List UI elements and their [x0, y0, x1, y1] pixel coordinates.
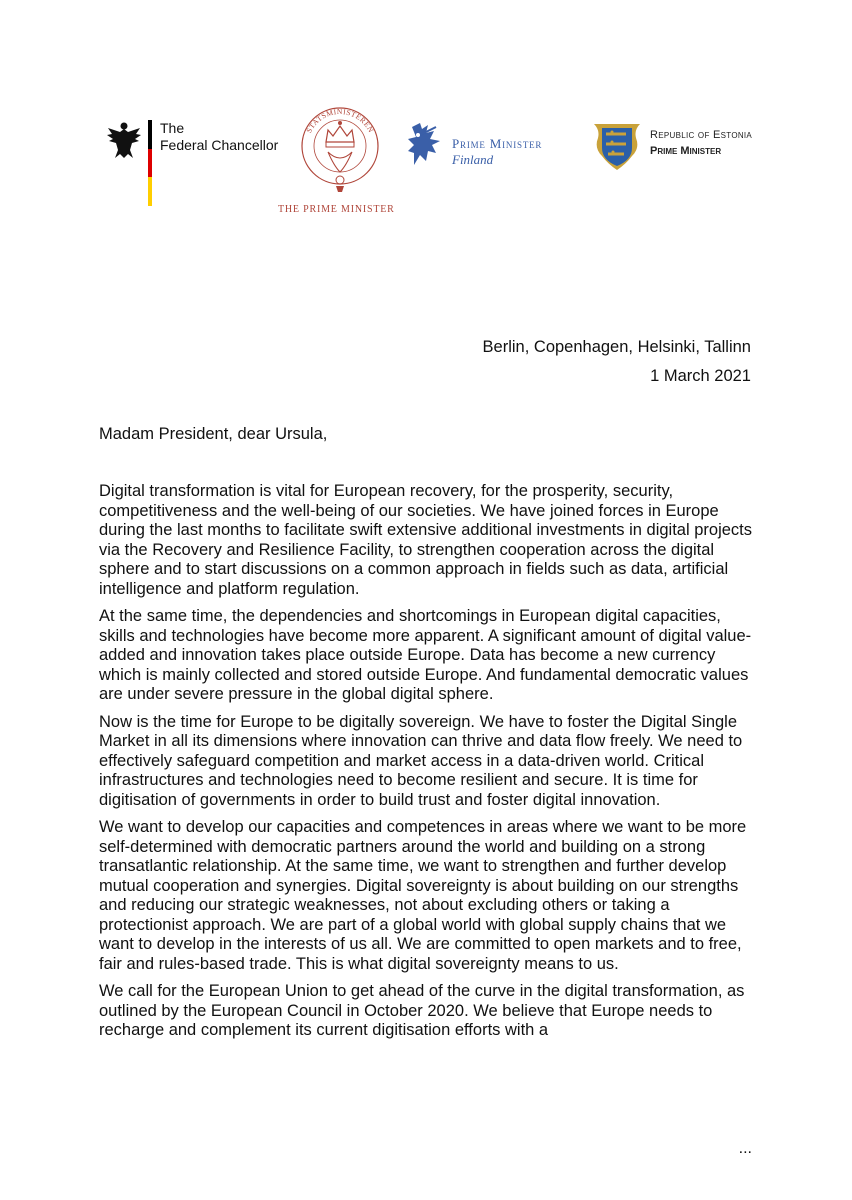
- german-logo-line1: The: [160, 120, 185, 136]
- letter-date: 1 March 2021: [650, 367, 751, 385]
- paragraph: We want to develop our capacities and competences in areas where we want to be more self-determined with democratic partners around the world and building on a strong transatlantic relationship. At the same time, we want to strengthen and further develop mutual cooperation and synergies. Digital sovereignty is about building on our strengths and reducing our strategic weaknesses, not about excluding others or taking a protectionist approach. We are part of a global world with global supply chains that we want to develop in the interests of us all. We are committed to open markets and to free, fair and rules-based trade. This is what digital sovereignty means to us.: [99, 818, 747, 973]
- paragraph: Now is the time for Europe to be digitally sovereign. We have to foster the Digital Single Market in all its dimensions where innovation can thrive and data flow freely. We need to effectively safeguard competition and market access in a data-driven world. Critical infrastructures and technologies need to become resilient and secure. It is time for digitisation of governments in order to build trust and foster digital innovation.: [99, 712, 743, 809]
- letter-salutation: Madam President, dear Ursula,: [99, 425, 328, 443]
- german-logo-line2: Federal Chancellor: [160, 137, 279, 153]
- svg-text:STATSMINISTEREN: [304, 107, 375, 134]
- german-flag-bar: [148, 120, 152, 206]
- paragraph: Digital transformation is vital for European recovery, for the prosperity, security, competitiveness and the well-being of our societies. We have joined forces in Europe during the last months to facilitate swift extensive additional investments in digital projects via the Recovery and Resilience Facility, to strengthen cooperation across the digital sphere and to start discussions on a common approach in fields such as data, artificial intelligence and platform regulation.: [99, 482, 752, 598]
- page-continuation-mark: ...: [738, 1140, 752, 1157]
- german-eagle-icon: [106, 120, 142, 160]
- estonian-coat-of-arms-icon: [592, 120, 642, 172]
- danish-pm-caption: THE PRIME MINISTER: [278, 204, 395, 215]
- letter-place: Berlin, Copenhagen, Helsinki, Tallinn: [482, 338, 751, 356]
- paragraph: At the same time, the dependencies and shortcomings in European digital capacities, skills and technologies have become more apparent. A significant amount of digital value-added and innovation takes place outside Europe. Data has become a new currency which is mainly collected and stored outside Europe. And fundamental democratic values are under severe pressure in the global digital sphere.: [99, 607, 752, 703]
- finnish-lion-icon: [406, 121, 444, 169]
- finland-logo-country: Finland: [452, 152, 494, 167]
- estonia-logo-line2: Prime Minister: [650, 145, 722, 157]
- letter-body: [99, 482, 759, 1049]
- finland-logo-title: Prime Minister: [452, 136, 543, 151]
- danish-crown-seal-icon: [298, 102, 382, 194]
- estonia-logo-line1: Republic of Estonia: [650, 129, 753, 141]
- danish-seal-text: STATSMINISTEREN: [304, 106, 376, 135]
- paragraph: We call for the European Union to get ahead of the curve in the digital transformation, as outlined by the European Council in October 2020. We believe that Europe needs to recharge and complement its current digitisation efforts with a: [99, 982, 745, 1039]
- german-chancellor-logo-text: [160, 120, 278, 154]
